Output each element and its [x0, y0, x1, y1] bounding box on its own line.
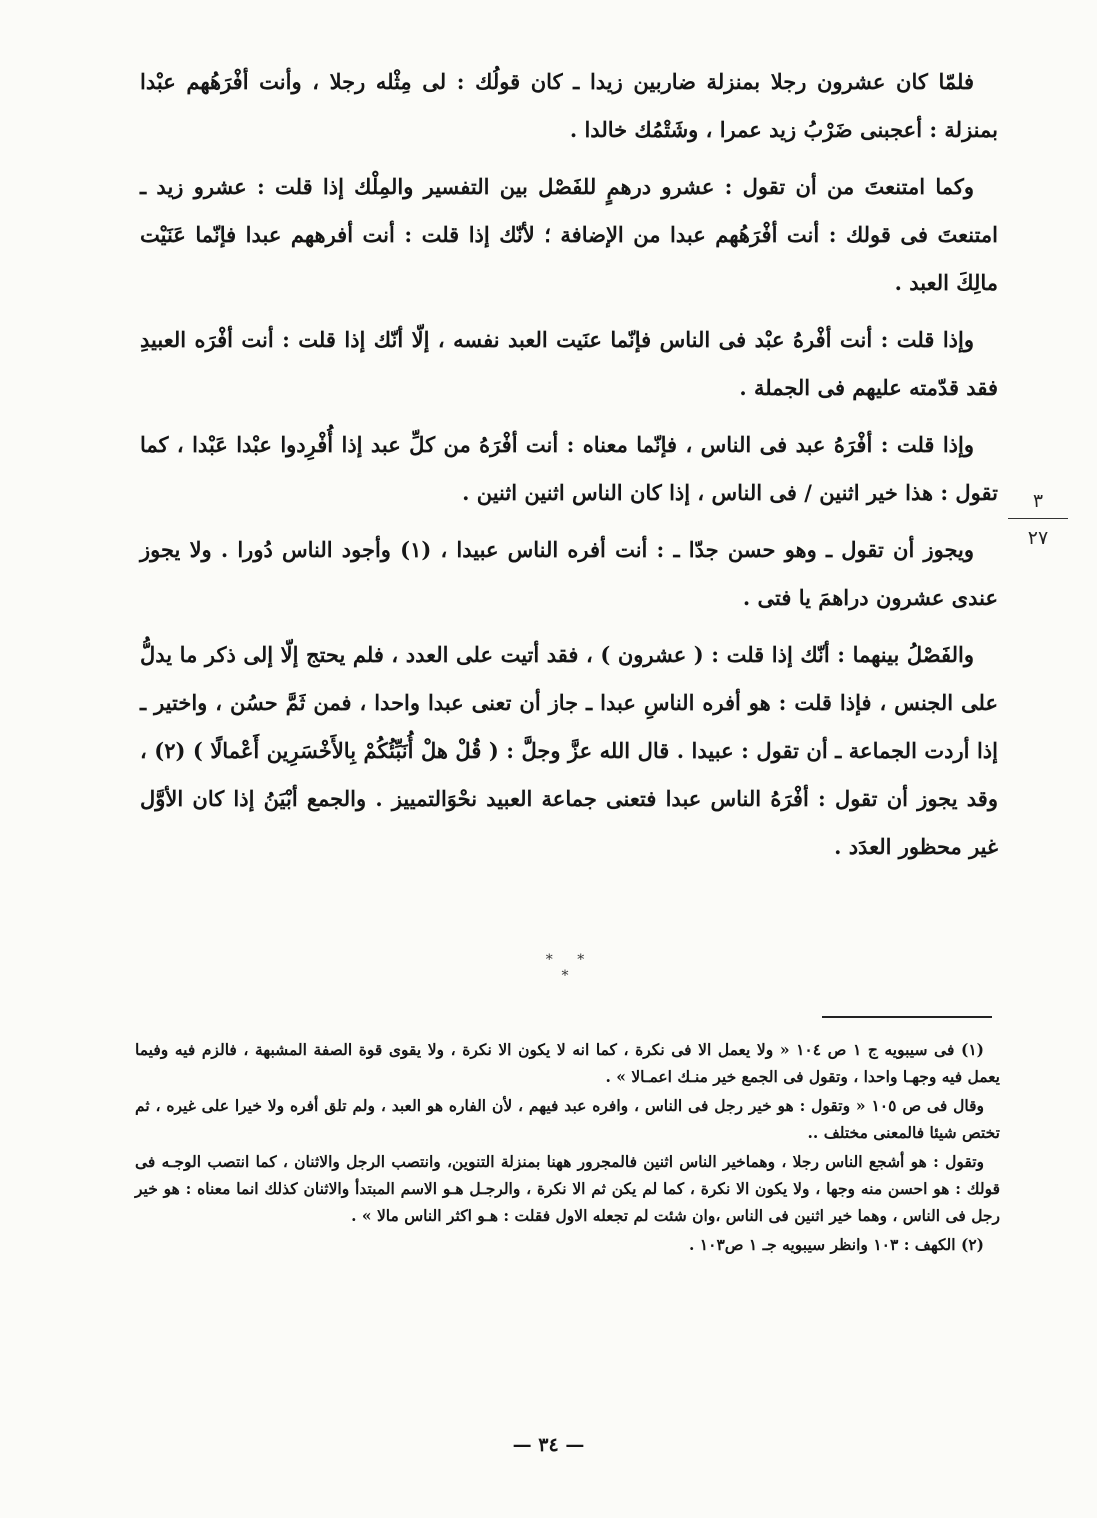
- paragraph: فلمّا كان عشرون رجلا بمنزلة ضاربين زيدا ـ كان قولُك : لى مِثْله رجلا ، وأنت أفْرَهُهم عبْدا بمنزلة : أعجبنى ضَرْبُ زيد عمرا ، وشَتْمُك خالدا .: [140, 69, 998, 142]
- footnote: وقال فى ص ١٠٥ « وتقول : هو خير رجل فى الناس ، وافره عبد فيهم ، لأن الفاره هو العبد ، ولم تلق أفره ولا خيرا على غيره ، ثم تختص شيئا فالمعنى مختلف ..: [135, 1096, 1000, 1142]
- paragraph: وإذا قلت : أنت أفْرهُ عبْد فى الناس فإنّما عنَيت العبد نفسه ، إلّا أنّك إذا قلت : أنت أفْرَه العبيدِ فقد قدّمته عليهم فى الجملة .: [140, 327, 998, 400]
- margin-ref-bottom: ٢٧: [1027, 527, 1049, 549]
- margin-ref-divider: [1008, 518, 1068, 519]
- footnote: وتقول : هو أشجع الناس رجلا ، وهماخير الناس اثنين فالمجرور ههنا بمنزلة التنوين، وانتصب الرجل والاثنان ، كما انتصب الوجـه فى قولك : هو احسن منه وجها ، ولا يكون الا نكرة ، كما لم يكن ثم الا نكرة ، والرجـل هـو الاسم المبتدأ والاثنان كذلك انما معناه : هو خير رجل فى الناس ، وهما خير اثنين فى الناس ،وان شئت لم تجعله الاول فقلت : هـو اكثر الناس مالا » .: [135, 1152, 1000, 1225]
- paragraph: وإذا قلت : أفْرَهُ عبد فى الناس ، فإنّما معناه : أنت أفْرَهُ من كلِّ عبد إذا أُفْرِدوا عبْدا عَبْدا ، كما تقول : هذا خير اثنين / فى الناس ، إذا كان الناس اثنين اثنين .: [140, 432, 998, 505]
- paragraph: والفَصْلُ بينهما : أنّك إذا قلت : ( عشرون ) ، فقد أتيت على العدد ، فلم يحتج إلّا إلى ذكر ما يدلُّ على الجنس ، فإذا قلت : هو أفره الناسِ عبدا ـ جاز أن تعنى عبدا واحدا ، فمن ثَمَّ حسُن ، واختير ـ إذا أردت الجماعة ـ أن تقول : عبيدا . قال الله عزَّ وجلَّ : ( قُلْ هلْ أُنَبِّئُكُمْ بِالأَخْسَرِين أَعْمالًا ) (٢) ، وقد يجوز أن تقول : أفْرَهُ الناس عبدا فتعنى جماعة العبيد نحْوَالتمييز . والجمع أبْيَنُ إذا كان الأوَّل غير محظور العدَد .: [140, 642, 998, 859]
- footnotes: [135, 1036, 1000, 1260]
- footnote-rule: [822, 1016, 992, 1018]
- footnote: (١) فى سيبويه ج ١ ص ١٠٤ « ولا يعمل الا فى نكرة ، كما انه لا يكون الا نكرة ، ولا يقوى قوة الصفة المشبهة ، فالزم فيه وفيما يعمل فيه وجهـا واحدا ، وتقول فى الجمع خير منـك اعمـالا » .: [135, 1040, 1000, 1086]
- margin-ref-top: ٣: [1032, 490, 1044, 512]
- page-number: — ٣٤ —: [512, 1434, 585, 1456]
- section-separator: * * *: [545, 952, 595, 984]
- main-text: [140, 58, 998, 880]
- paragraph: ويجوز أن تقول ـ وهو حسن جدّا ـ : أنت أفره الناس عبيدا ، (١) وأجود الناس دُورا . ولا يجوز عندى عشرون دراهمَ يا فتى .: [140, 537, 998, 610]
- paragraph: وكما امتنعتَ من أن تقول : عشرو درهمٍ للفَصْل بين التفسير والمِلْك إذا قلت : عشرو زيد ـ امتنعتَ فى قولك : أنت أفْرَهُهم عبدا من الإضافة ؛ لأنّك إذا قلت : أنت أفرههم عبدا فإنّما عَنَيْت مالِكَ العبد .: [140, 174, 998, 295]
- margin-reference: [1008, 488, 1068, 551]
- footnote: (٢) الكهف : ١٠٣ وانظر سيبويه جـ ١ ص١٠٣ .: [689, 1235, 984, 1254]
